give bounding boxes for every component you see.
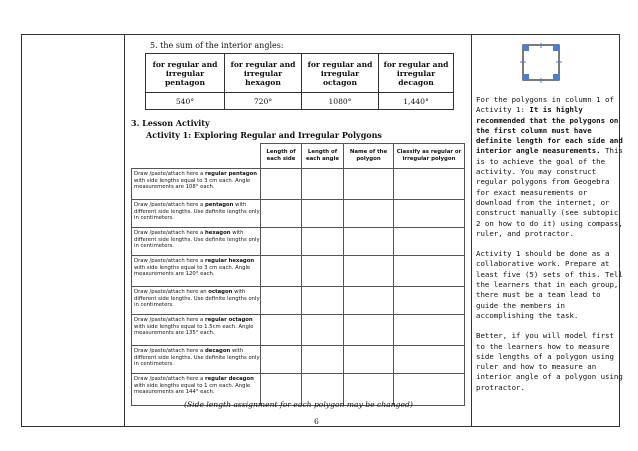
sum-angles-title: 5. the sum of the interior angles: xyxy=(150,41,284,50)
answer-cell[interactable] xyxy=(302,346,344,374)
angle-header-pentagon: for regular and irregular pentagon xyxy=(146,54,225,93)
table-row xyxy=(132,315,465,346)
answer-cell[interactable] xyxy=(302,169,344,200)
page-number: 6 xyxy=(314,417,319,426)
row-instruction: Draw /paste/attach here a regular pentagon with side lengths equal to 3 cm each. Angle measurements are 108° each. xyxy=(132,169,261,200)
column-header-side-length: Length of each side xyxy=(261,144,302,169)
answer-cell[interactable] xyxy=(394,256,465,287)
teacher-notes-sidebar xyxy=(476,95,624,403)
activity-1-heading: Activity 1: Exploring Regular and Irregular Polygons xyxy=(146,130,382,140)
column-divider-right xyxy=(471,34,472,427)
angle-header-octagon: for regular and irregular octagon xyxy=(302,54,379,93)
sidebar-paragraph-2: Activity 1 should be done as a collaborative work. Prepare at least five (5) sets of this. Tell the learners that in each group, there must be a team lead to guide the members in accomplishing the task. xyxy=(476,249,623,320)
angle-value-decagon: 1,440° xyxy=(379,93,454,110)
sidebar-paragraph-3: Better, if you will model first to the learners how to measure side lengths of a polygon using ruler and how to measure an interior angle of a polygon using protractor. xyxy=(476,331,623,392)
interior-angle-table xyxy=(145,53,454,110)
answer-cell[interactable] xyxy=(344,256,394,287)
answer-cell[interactable] xyxy=(394,287,465,315)
row-instruction: Draw /paste/attach here a pentagon with different side lengths. Use definite lengths only in centimeters. xyxy=(132,200,261,228)
row-instruction: Draw /paste/attach here a regular decagon with side lengths equal to 1 cm each. Angle measurements are 144° each. xyxy=(132,374,261,406)
answer-cell[interactable] xyxy=(302,315,344,346)
answer-cell[interactable] xyxy=(394,200,465,228)
side-length-note: (Side length assignment for each polygon may be changed) xyxy=(184,400,413,409)
answer-cell[interactable] xyxy=(344,315,394,346)
column-divider-left xyxy=(124,34,125,427)
row-instruction: Draw /paste/attach here a regular hexagon with side lengths equal to 3 cm each. Angle measurements are 120° each. xyxy=(132,256,261,287)
answer-cell[interactable] xyxy=(344,200,394,228)
table-row xyxy=(132,256,465,287)
row-instruction: Draw /paste/attach here a hexagon with different side lengths. Use definite lengths only in centimeters. xyxy=(132,228,261,256)
answer-cell[interactable] xyxy=(394,315,465,346)
answer-cell[interactable] xyxy=(261,228,302,256)
column-header-classify: Classify as regular or irregular polygon xyxy=(394,144,465,169)
answer-cell[interactable] xyxy=(344,169,394,200)
column-header-polygon-name: Name of the polygon xyxy=(344,144,394,169)
table-row xyxy=(132,346,465,374)
answer-cell[interactable] xyxy=(344,228,394,256)
table-row xyxy=(132,200,465,228)
table-row xyxy=(132,287,465,315)
answer-cell[interactable] xyxy=(261,169,302,200)
answer-cell[interactable] xyxy=(261,256,302,287)
angle-value-pentagon: 540° xyxy=(146,93,225,110)
answer-cell[interactable] xyxy=(394,346,465,374)
answer-cell[interactable] xyxy=(344,346,394,374)
answer-cell[interactable] xyxy=(302,256,344,287)
square-diagram-icon xyxy=(519,43,565,83)
activity-header-blank xyxy=(132,144,261,169)
answer-cell[interactable] xyxy=(261,200,302,228)
answer-cell[interactable] xyxy=(302,228,344,256)
row-instruction: Draw /paste/attach here a decagon with different side lengths. Use definite lengths only in centimeters. xyxy=(132,346,261,374)
answer-cell[interactable] xyxy=(261,346,302,374)
answer-cell[interactable] xyxy=(394,169,465,200)
answer-cell[interactable] xyxy=(302,200,344,228)
sidebar-paragraph-1: For the polygons in column 1 of Activity 1: It is highly recommended that the polygons on the first column must have definite length for each side and interior angle measurements. This is to achieve the goal of the activity. You may construct regular polygons from Geogebra for exact measurements or download from the internet, or construct manually (see subtopic 2 on how to do it) using compass, ruler, and protractor. xyxy=(476,95,623,238)
answer-cell[interactable] xyxy=(302,287,344,315)
row-instruction: Draw /paste/attach here a regular octagon with side lengths equal to 1.5cm each. Angle measurements are 135° each. xyxy=(132,315,261,346)
row-instruction: Draw /paste/attach here an octagon with different side lengths. Use definite lengths only in centimeters. xyxy=(132,287,261,315)
answer-cell[interactable] xyxy=(344,287,394,315)
answer-cell[interactable] xyxy=(261,287,302,315)
lesson-activity-heading: 3. Lesson Activity xyxy=(131,118,210,128)
angle-value-octagon: 1080° xyxy=(302,93,379,110)
angle-header-decagon: for regular and irregular decagon xyxy=(379,54,454,93)
angle-value-hexagon: 720° xyxy=(225,93,302,110)
table-row xyxy=(132,169,465,200)
activity-table xyxy=(131,143,465,406)
answer-cell[interactable] xyxy=(394,228,465,256)
angle-header-hexagon: for regular and irregular hexagon xyxy=(225,54,302,93)
answer-cell[interactable] xyxy=(261,315,302,346)
table-row xyxy=(132,228,465,256)
column-header-angle-length: Length of each angle xyxy=(302,144,344,169)
